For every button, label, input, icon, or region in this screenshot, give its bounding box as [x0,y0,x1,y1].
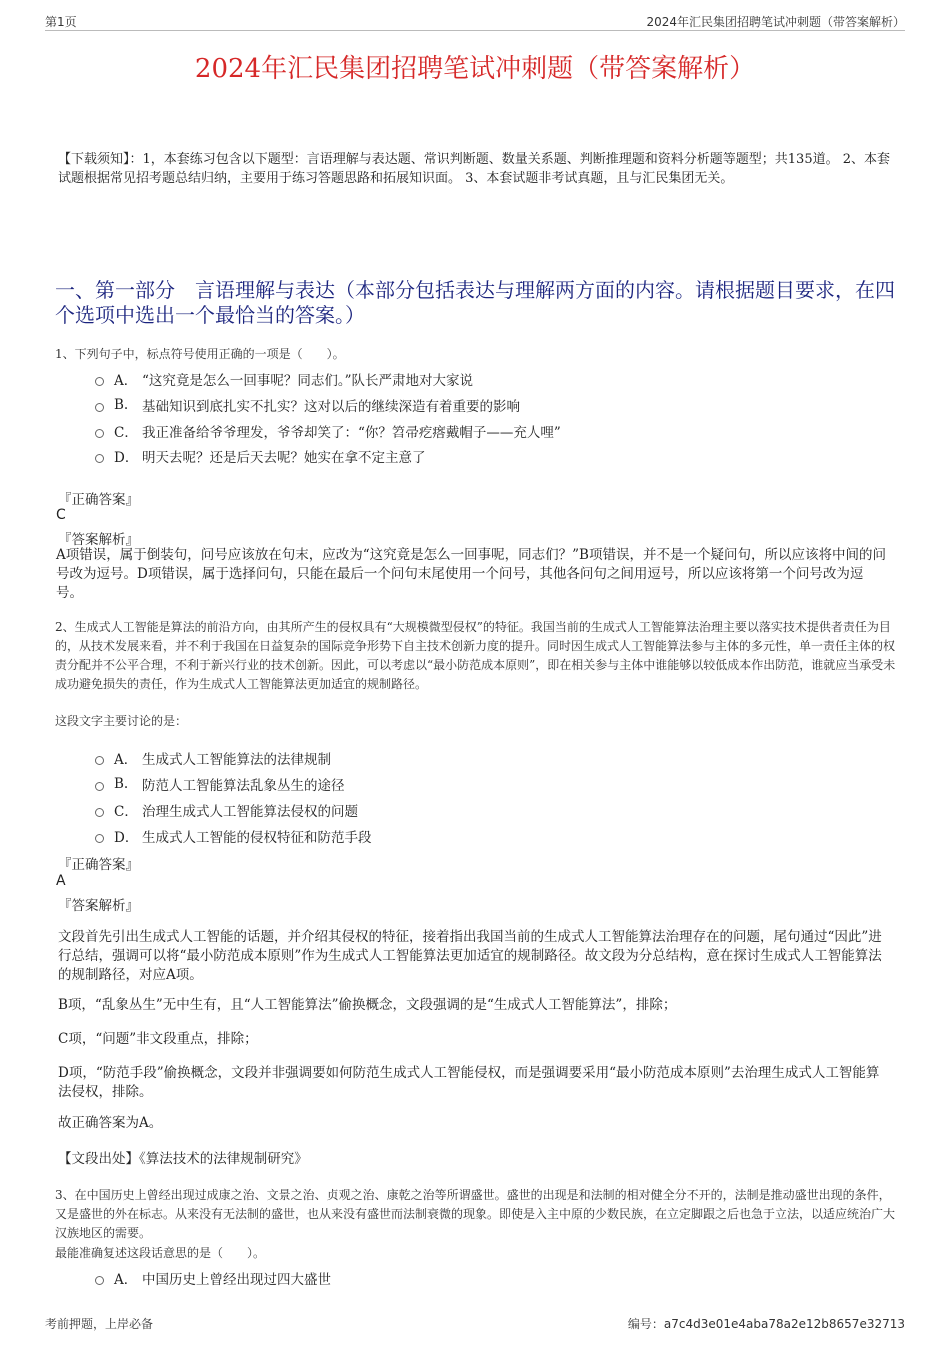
question-1-answer: C [56,507,66,523]
footer-code-value: a7c4d3e01e4aba78a2e12b8657e32713 [663,1317,905,1331]
question-2-analysis-paragraph: 文段首先引出生成式人工智能的话题，并介绍其侵权的特征，接着指出我国当前的生成式人工智能算法治理存在的问题，尾句通过“因此”进行总结，强调可以将“最小防范成本原则”作为生成式人工智能算法更加适宜的规制路径。故文段为分总结构，意在探讨生成式人工智能算法的规制路径，对应A项。 [58,929,882,983]
question-2-source: 【文段出处】《算法技术的法律规制研究》 [58,1151,308,1167]
radio-icon[interactable] [95,834,104,843]
question-1-stem: 1、下列句子中，标点符号使用正确的一项是（ ）。 [55,347,345,361]
question-3-option-a[interactable]: A． 中国历史上曾经出现过四大盛世 [95,1268,331,1288]
question-1-option-d[interactable]: D． 明天去呢？还是后天去呢？她实在拿不定主意了 [95,446,426,466]
question-3-stem: 3、在中国历史上曾经出现过成康之治、文景之治、贞观之治、康乾之治等所谓盛世。盛世的出现是和法制的相对健全分不开的，法制是推动盛世出现的条件，又是盛世的外在标志。从来没有无法制的盛世，也从来没有盛世而法制衰微的现象。即使是入主中原的少数民族，在立定脚跟之后也急于立法，以适应统治广大汉族地区的需要。 [55,1188,896,1240]
question-1-analysis: A项错误，属于倒装句，问号应该放在句末，应改为“这究竟是怎么一回事呢，同志们？”B项错误，并不是一个疑问句，所以应该将中间的问号改为逗号。D项错误，属于选择问句，只能在最后一个问句末尾使用一个问号，其他各问句之间用逗号，所以应该将第一个问号改为逗号。 [56,547,886,601]
question-2-analysis-paragraph: D项，“防范手段”偷换概念，文段并非强调要如何防范生成式人工智能侵权，而是强调要采用“最小防范成本原则”去治理生成式人工智能算法侵权，排除。 [58,1065,880,1100]
question-1-option-c[interactable]: C． 我正准备给爷爷理发，爷爷却笑了：“你？笤帚疙瘩戴帽子——充人哩” [95,421,561,441]
question-3-prompt: 最能准确复述这段话意思的是（ ）。 [55,1246,266,1260]
radio-icon[interactable] [95,403,104,412]
question-2-answer-label: 『正确答案』 [58,857,139,873]
question-2-analysis-paragraph: 故正确答案为A。 [58,1115,163,1131]
question-2-answer: A [56,873,66,889]
footer-code [628,1315,905,1332]
header-doc-title: 2024年汇民集团招聘笔试冲刺题（带答案解析） [646,15,905,29]
question-1-analysis-label: 『答案解析』 [58,532,139,548]
radio-icon[interactable] [95,429,104,438]
question-2-prompt: 这段文字主要讨论的是： [55,714,188,728]
download-notice: 【下载须知】：1，本套练习包含以下题型：言语理解与表达题、常识判断题、数量关系题、判断推理题和资料分析题等题型；共135道。 2、本套试题根据常见招考题总结归纳，主要用于练习答题思路和拓展知识面。 3、本套试题非考试真题，且与汇民集团无关。 [58,152,890,186]
question-2-option-b[interactable]: B. 防范人工智能算法乱象丛生的途径 [95,774,345,794]
question-2-stem: 2、生成式人工智能是算法的前沿方向，由其所产生的侵权具有“大规模微型侵权”的特征。我国当前的生成式人工智能算法治理主要以落实技术提供者责任为目的，从技术发展来看，并不利于我国在日益复杂的国际竞争形势下自主技术创新力度的提升。同时因生成式人工智能算法参与主体的多元性，单一责任主体的权责分配并不公平合理，不利于新兴行业的技术创新。因此，可以考虑以“最小防范成本原则”，即在相关参与主体中谁能够以较低成本作出防范，谁就应当承受未成功避免损失的责任，作为生成式人工智能算法更加适宜的规制路径。 [55,620,896,691]
radio-icon[interactable] [95,454,104,463]
section-heading: 一、第一部分 言语理解与表达（本部分包括表达与理解两方面的内容。请根据题目要求，在四个选项中选出一个最恰当的答案。） [55,278,895,327]
radio-icon[interactable] [95,1276,104,1285]
question-1-option-b[interactable]: B. 基础知识到底扎实不扎实？这对以后的继续深造有着重要的影响 [95,395,520,415]
question-2-analysis-label: 『答案解析』 [58,898,139,914]
page-number: 第1页 [45,15,77,29]
question-1-option-a[interactable]: A． “这究竟是怎么一回事呢？同志们。”队长严肃地对大家说 [95,369,473,389]
footer-slogan: 考前押题，上岸必备 [45,1317,154,1331]
header-divider [45,30,905,31]
radio-icon[interactable] [95,377,104,386]
question-1-answer-label: 『正确答案』 [58,492,139,508]
question-2-analysis-paragraph: B项，“乱象丛生”无中生有，且“人工智能算法”偷换概念，文段强调的是“生成式人工智能算法”，排除； [58,997,677,1013]
footer-code-label: 编号： [627,1317,664,1331]
question-2-option-d[interactable]: D． 生成式人工智能的侵权特征和防范手段 [95,826,372,846]
question-2-analysis-paragraph: C项，“问题”非文段重点，排除； [58,1031,258,1047]
radio-icon[interactable] [95,808,104,817]
page-title: 2024年汇民集团招聘笔试冲刺题（带答案解析） [194,54,756,84]
radio-icon[interactable] [95,756,104,765]
radio-icon[interactable] [95,782,104,791]
question-2-option-c[interactable]: C． 治理生成式人工智能算法侵权的问题 [95,800,358,820]
question-2-option-a[interactable]: A． 生成式人工智能算法的法律规制 [95,748,331,768]
